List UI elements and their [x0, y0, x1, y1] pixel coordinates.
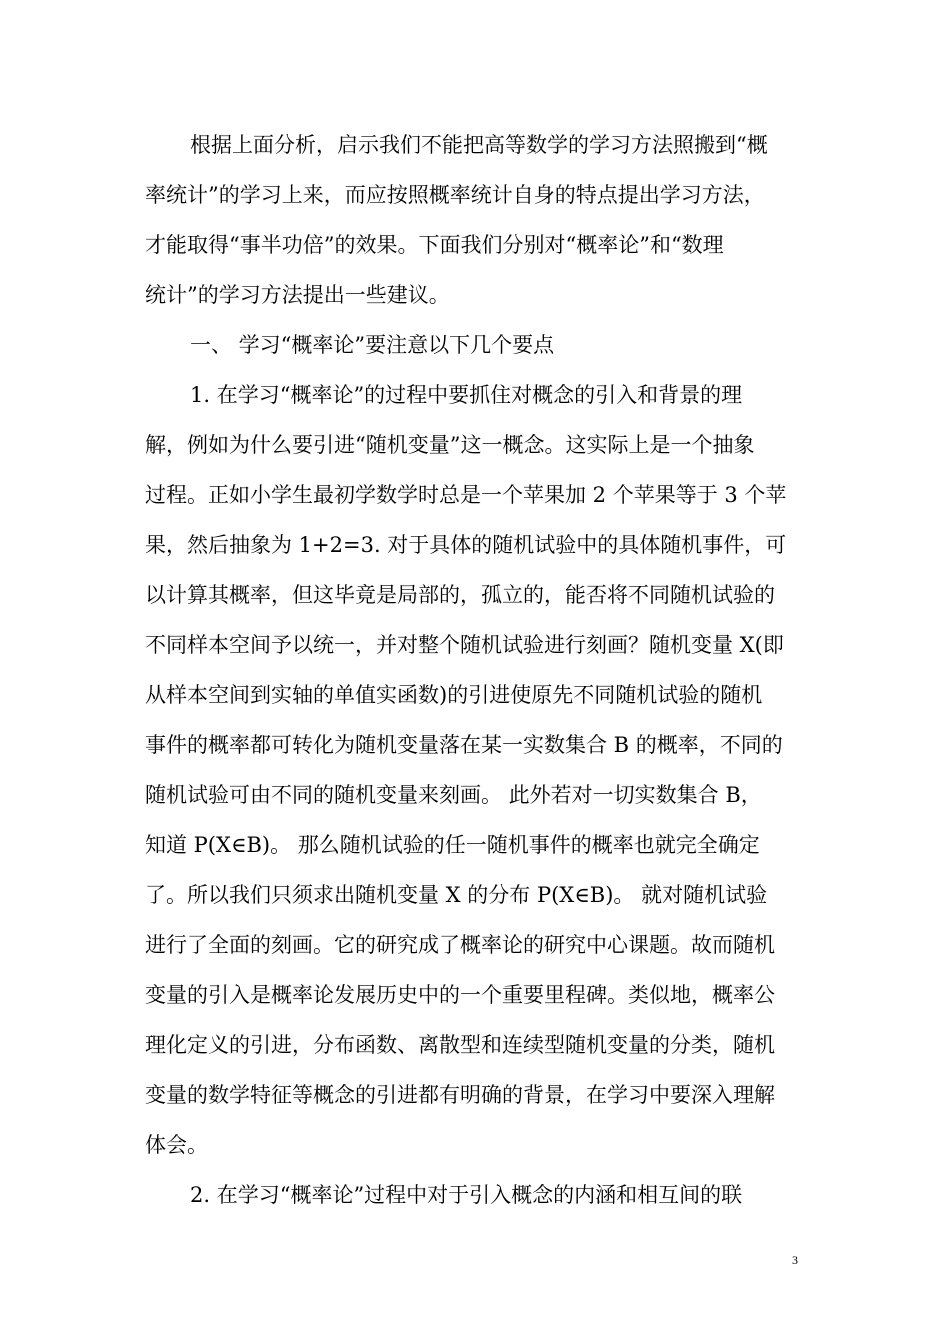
text-line: 进行了全面的刻画。它的研究成了概率论的研究中心课题。故而随机: [145, 933, 775, 957]
text-line: 1. 在学习“概率论”的过程中要抓住对概念的引入和背景的理: [190, 383, 743, 407]
text-line: 过程。正如小学生最初学数学时总是一个苹果加 2 个苹果等于 3 个苹: [145, 483, 787, 507]
text-line: 2. 在学习“概率论”过程中对于引入概念的内涵和相互间的联: [190, 1183, 743, 1207]
text-line: 变量的引入是概率论发展历史中的一个重要里程碑。类似地，概率公: [145, 983, 775, 1007]
text-line: 根据上面分析，启示我们不能把高等数学的学习方法照搬到“概: [190, 133, 768, 157]
text-line: 随机试验可由不同的随机变量来刻画。 此外若对一切实数集合 B，: [145, 783, 762, 807]
text-line: 体会。: [145, 1133, 208, 1157]
text-line: 事件的概率都可转化为随机变量落在某一实数集合 B 的概率，不同的: [145, 733, 783, 757]
text-line: 才能取得“事半功倍”的效果。下面我们分别对“概率论”和“数理: [145, 233, 724, 257]
page-number: 3: [792, 1253, 798, 1267]
text-line: 知道 P(X∈B)。 那么随机试验的任一随机事件的概率也就完全确定: [145, 833, 760, 857]
text-line: 了。所以我们只须求出随机变量 X 的分布 P(X∈B)。 就对随机试验: [145, 883, 768, 907]
text-line: 变量的数学特征等概念的引进都有明确的背景，在学习中要深入理解: [145, 1083, 775, 1107]
text-line: 理化定义的引进，分布函数、离散型和连续型随机变量的分类，随机: [145, 1033, 775, 1057]
text-line: 统计”的学习方法提出一些建议。: [145, 283, 450, 307]
text-line: 从样本空间到实轴的单值实函数)的引进使原先不同随机试验的随机: [145, 683, 763, 707]
text-line: 不同样本空间予以统一，并对整个随机试验进行刻画？随机变量 X(即: [145, 633, 784, 657]
section-heading: 一、 学习“概率论”要注意以下几个要点: [190, 333, 555, 357]
text-line: 率统计”的学习上来，而应按照概率统计自身的特点提出学习方法，: [145, 183, 765, 207]
text-line: 以计算其概率，但这毕竟是局部的，孤立的，能否将不同随机试验的: [145, 583, 775, 607]
text-line: 果，然后抽象为 1+2=3. 对于具体的随机试验中的具体随机事件，可: [145, 533, 787, 557]
text-line: 解，例如为什么要引进“随机变量”这一概念。这实际上是一个抽象: [145, 433, 755, 457]
